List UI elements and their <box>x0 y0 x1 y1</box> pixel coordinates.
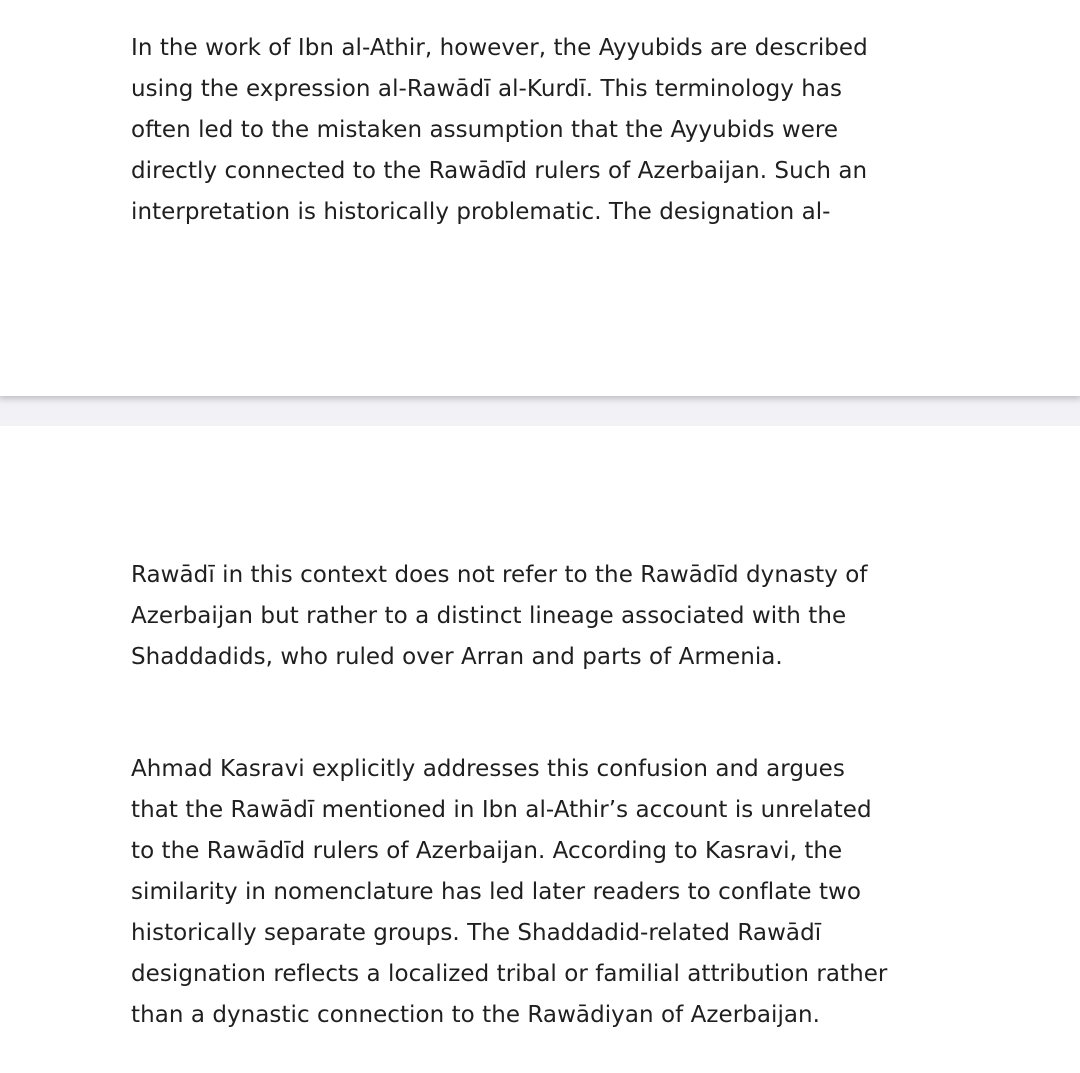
paragraph-ibn-al-athir <box>131 28 951 233</box>
text-line: Ahmad Kasravi explicitly addresses this confusion and argues <box>131 756 845 782</box>
text-line: interpretation is historically problematic. The designation al- <box>131 199 831 225</box>
text-line: historically separate groups. The Shaddadid-related Rawādī <box>131 920 822 946</box>
text-line: designation reflects a localized tribal or familial attribution rather <box>131 961 888 987</box>
text-line: than a dynastic connection to the Rawādiyan of Azerbaijan. <box>131 1002 821 1028</box>
text-line: In the work of Ibn al-Athir, however, the Ayyubids are described <box>131 35 868 61</box>
page-1 <box>0 0 1080 396</box>
text-line: similarity in nomenclature has led later readers to conflate two <box>131 879 862 905</box>
text-line: directly connected to the Rawādīd rulers of Azerbaijan. Such an <box>131 158 868 184</box>
page-break-separator <box>0 396 1080 426</box>
paragraph-rawadi-context <box>131 555 951 678</box>
text-line: that the Rawādī mentioned in Ibn al-Athir’s account is unrelated <box>131 797 872 823</box>
text-line: often led to the mistaken assumption that the Ayyubids were <box>131 117 839 143</box>
text-line: using the expression al-Rawādī al-Kurdī. This terminology has <box>131 76 843 102</box>
text-line: Rawādī in this context does not refer to the Rawādīd dynasty of <box>131 562 868 588</box>
text-line: to the Rawādīd rulers of Azerbaijan. According to Kasravi, the <box>131 838 843 864</box>
page-2 <box>0 426 1080 1073</box>
text-line: Shaddadids, who ruled over Arran and parts of Armenia. <box>131 644 783 670</box>
paragraph-kasravi <box>131 749 951 1036</box>
text-line: Azerbaijan but rather to a distinct lineage associated with the <box>131 603 847 629</box>
